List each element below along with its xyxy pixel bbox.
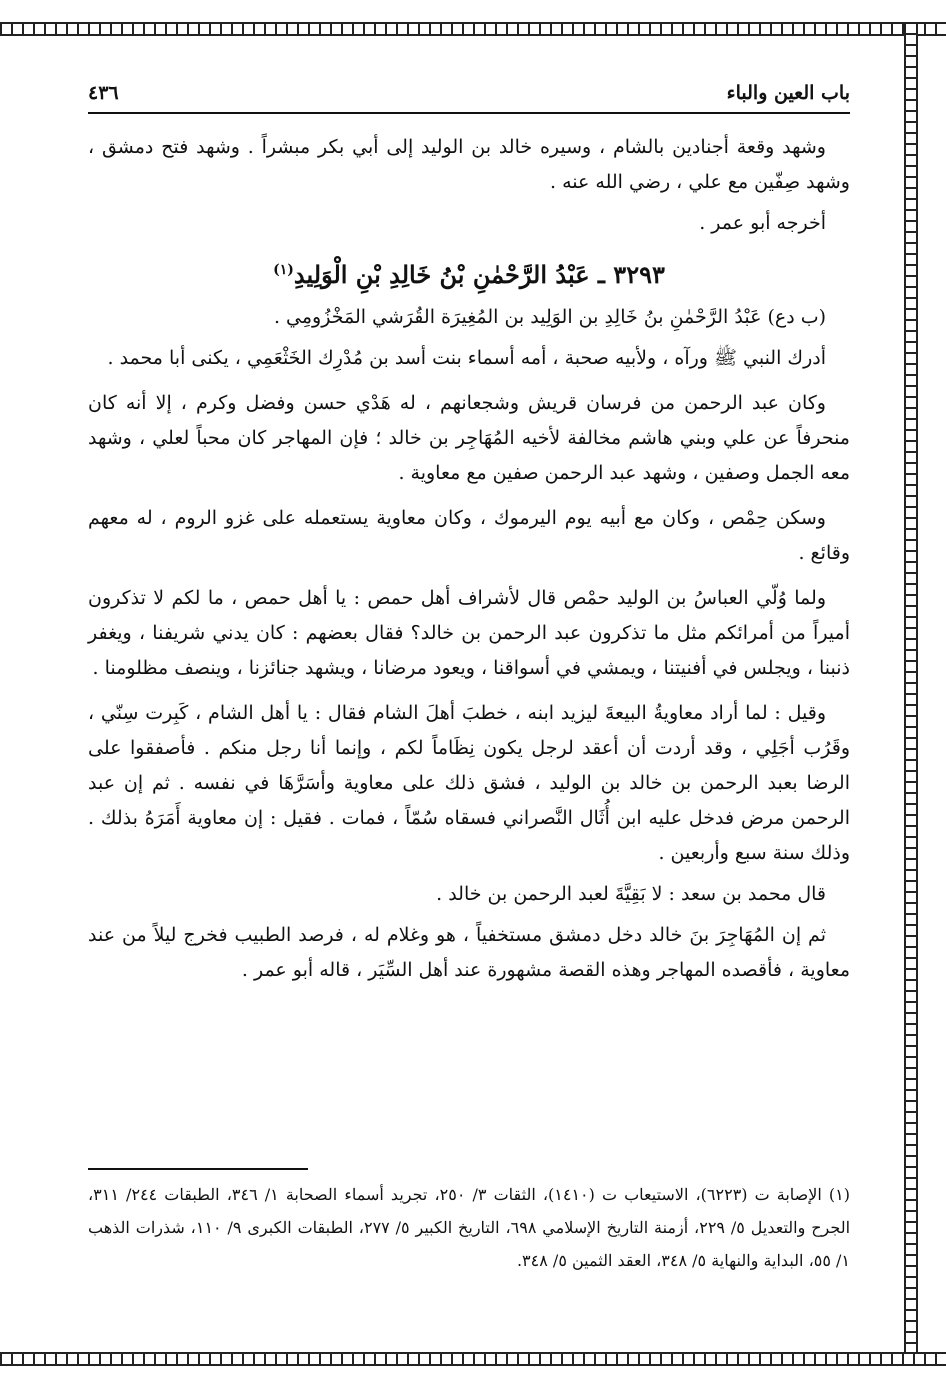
footnotes [88,1178,850,1277]
main-text [88,130,850,998]
paragraph: (ب دع) عَبْدُ الرَّحْمٰنِ بنُ خَالِدِ بن الوَلِيد بن المُغِيرَة القُرَشي المَخْزُومِي . [273,306,826,328]
entry-heading [88,253,850,292]
ornamental-border-bottom [0,1352,946,1366]
paragraph: أدرك النبي ﷺ ورآه ، ولأبيه صحبة ، أمه أسماء بنت أسد بن مُدْرِك الخَثْعَمِي ، يكنى أبا محمد . [107,347,826,369]
entry-title-text: ٣٢٩٣ ـ عَبْدُ الرَّحْمٰنِ بْنُ خَالِدِ بْنِ الْوَلِيدِ [293,260,665,289]
ornamental-border-top [0,22,946,36]
paragraph: ولما وُلّي العباسُ بن الوليد حمْص قال لأشراف أهل حمص : يا أهل حمص ، ما لكم لا تذكرون أميراً من أمرائكم مثل ما تذكرون عبد الرحمن بن خالد؟ فقال بعضهم : كان يدني شريفنا ، ويغفر ذنبنا ، ويجلس في أفنيتنا ، ويمشي في أسواقنا ، ويعود مرضانا ، ويشهد جنائزنا ، وينصف مظلومنا . [88,587,850,679]
running-header [88,78,850,114]
paragraph: ثم إن المُهَاجِرَ بنَ خالد دخل دمشق مستخفياً ، هو وغلام له ، فرصد الطبيب فخرج ليلاً من عند معاوية ، فأقصده المهاجر وهذه القصة مشهورة عند أهل السِّيَر ، قاله أبو عمر . [88,924,850,981]
paragraph: وكان عبد الرحمن من فرسان قريش وشجعانهم ، له هَدْي حسن وفضل وكرم ، إلا أنه كان منحرفاً عن علي وبني هاشم مخالفة لأخيه المُهَاجِر بن خالد ؛ فإن المهاجر كان محباً لعلي ، وشهد معه الجمل وصفين ، وشهد عبد الرحمن صفين مع معاوية . [88,392,850,484]
section-title: باب العين والباء [726,82,850,104]
paragraph: وقيل : لما أراد معاويةُ البيعةَ ليزيد ابنه ، خطبَ أهلَ الشام فقال : يا أهل الشام ، كَبِرت سِنّي ، وقَرُب أجَلِي ، وقد أردت أن أعقد لرجل يكون نِظَاماً لكم ، وإنما أنا رجل منكم . فأصفقوا على الرضا بعبد الرحمن بن خالد بن الوليد ، فشق ذلك على معاوية وأسَرَّهَا في نفسه . ثم إن عبد الرحمن مرض فدخل عليه ابن أُثَال النَّصراني فسقاه سُمّاً ، فمات . فقيل : إن معاوية أَمَرَهُ بذلك . وذلك سنة سبع وأربعين . [88,702,850,864]
footnote-reference: (١) [273,262,294,278]
paragraph: أخرجه أبو عمر . [699,212,826,234]
footnote-rule [88,1168,308,1170]
paragraph: وشهد وقعة أجنادين بالشام ، وسيره خالد بن الوليد إلى أبي بكر مبشراً . وشهد فتح دمشق ، وشهد صِفّين مع علي ، رضي الله عنه . [88,136,850,193]
ornamental-border-right [904,22,918,1366]
paragraph: قال محمد بن سعد : لا بَقِيَّةَ لعبد الرحمن بن خالد . [436,883,826,905]
footnote-text: (١) الإصابة ت (٦٢٢٣)، الاستيعاب ت (١٤١٠)، الثقات ٣/ ٢٥٠، تجريد أسماء الصحابة ١/ ٣٤٦، الطبقات ٢٤٤/ ٣١١، الجرح والتعديل ٥/ ٢٢٩، أزمنة التاريخ الإسلامي ٦٩٨، التاريخ الكبير ٥/ ٢٧٧، الطبقات الكبرى ٩/ ١١٠، شذرات الذهب ١/ ٥٥، البداية والنهاية ٥/ ٣٤٨، العقد الثمين ٥/ ٣٤٨. [88,1185,851,1270]
paragraph: وسكن حِمْص ، وكان مع أبيه يوم اليرموك ، وكان معاوية يستعمله على غزو الروم ، له معهم وقائع . [88,507,850,564]
book-page [70,50,850,1340]
page-number: ٤٣٦ [88,82,119,104]
